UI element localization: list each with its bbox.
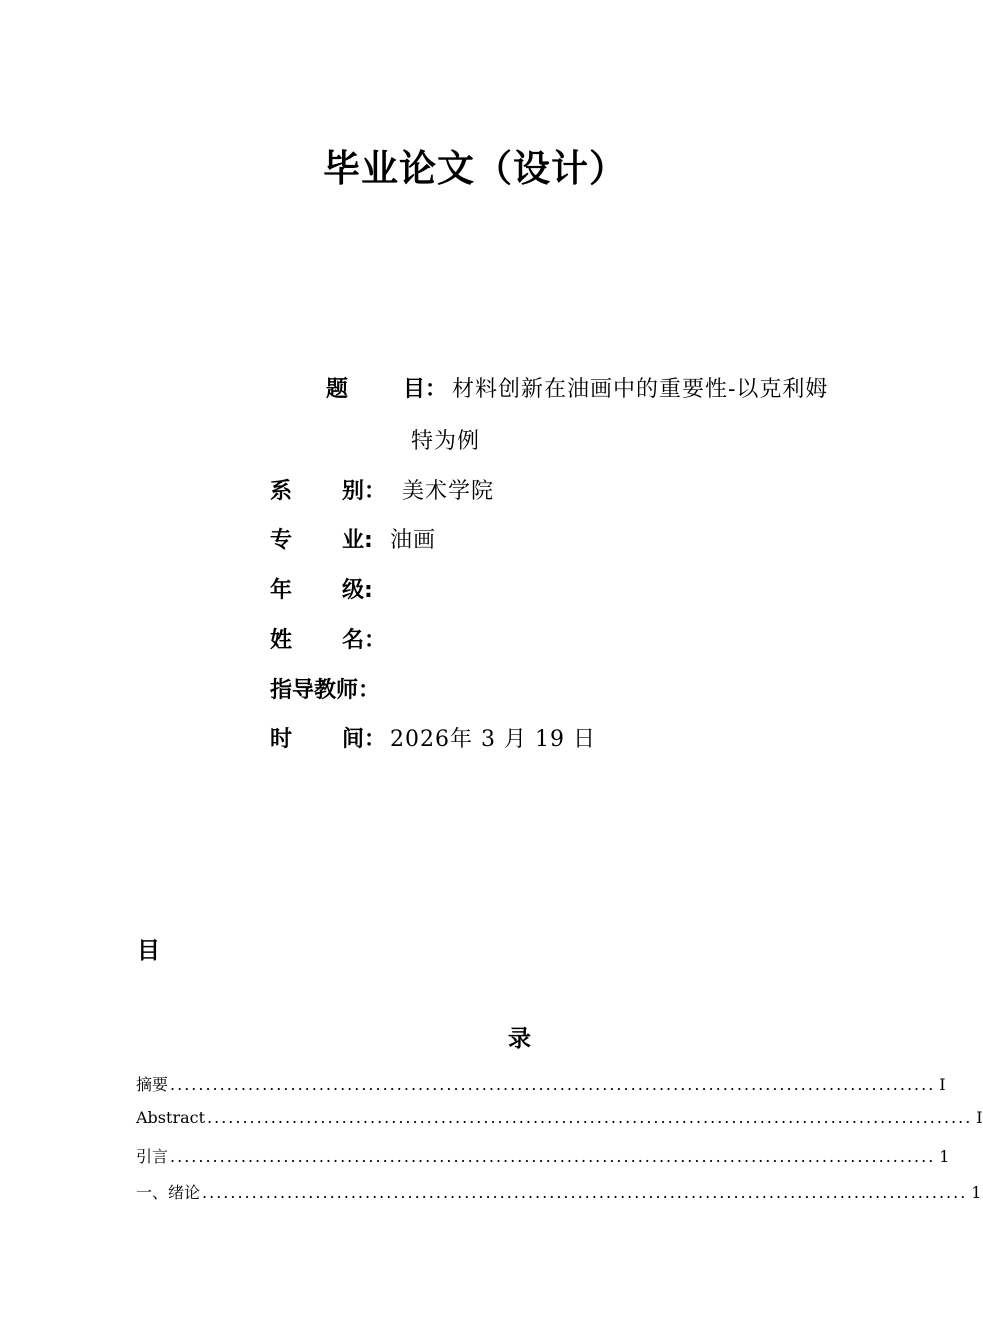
toc-leader-dots: ............................................................................................................ <box>170 1147 936 1166</box>
grade-label-first: 年 <box>270 578 293 603</box>
topic-value-line2: 特为例 <box>411 429 481 454</box>
date-label-first: 时 <box>270 727 293 752</box>
advisor-label: 指导教师： <box>270 678 381 703</box>
name-label-first: 姓 <box>270 628 293 653</box>
toc-entry[interactable] <box>136 1144 950 1168</box>
date-value: 2026年 3 月 19 日 <box>390 727 596 752</box>
toc-heading-second: 录 <box>508 1026 531 1052</box>
topic-label-first: 题 <box>326 377 349 402</box>
grade-label-second: 级: <box>342 578 373 603</box>
toc-entry-page: 1 <box>971 1183 982 1202</box>
department-label-first: 系 <box>270 479 293 504</box>
toc-entry[interactable] <box>136 1108 983 1132</box>
toc-entry[interactable] <box>136 1180 982 1204</box>
toc-entry-title: 引言 <box>136 1147 169 1166</box>
topic-value-line1: 材料创新在油画中的重要性-以克利姆 <box>452 377 829 402</box>
date-label-second: 间： <box>342 727 387 752</box>
toc-entry-page: I <box>976 1108 983 1127</box>
toc-entry-page: 1 <box>939 1147 950 1166</box>
major-label-second: 业: <box>342 528 373 553</box>
toc-leader-dots: ............................................................................................................ <box>202 1183 968 1202</box>
toc-entry-title: Abstract <box>136 1108 206 1127</box>
topic-label-second: 目： <box>403 377 448 402</box>
major-label-first: 专 <box>270 528 293 553</box>
name-label-second: 名： <box>342 628 387 653</box>
toc-entry-page: I <box>939 1075 946 1094</box>
department-value: 美术学院 <box>402 479 495 504</box>
toc-leader-dots: ............................................................................................................ <box>170 1075 936 1094</box>
thesis-title: 毕业论文（设计） <box>323 147 627 190</box>
toc-entry-title: 一、绪论 <box>136 1183 201 1202</box>
major-value: 油画 <box>390 528 437 553</box>
toc-entry-title: 摘要 <box>136 1075 169 1094</box>
department-label-second: 别： <box>342 479 387 504</box>
toc-leader-dots: ............................................................................................................ <box>207 1108 973 1127</box>
toc-entry[interactable] <box>136 1072 946 1096</box>
toc-heading-first: 目 <box>137 938 160 964</box>
